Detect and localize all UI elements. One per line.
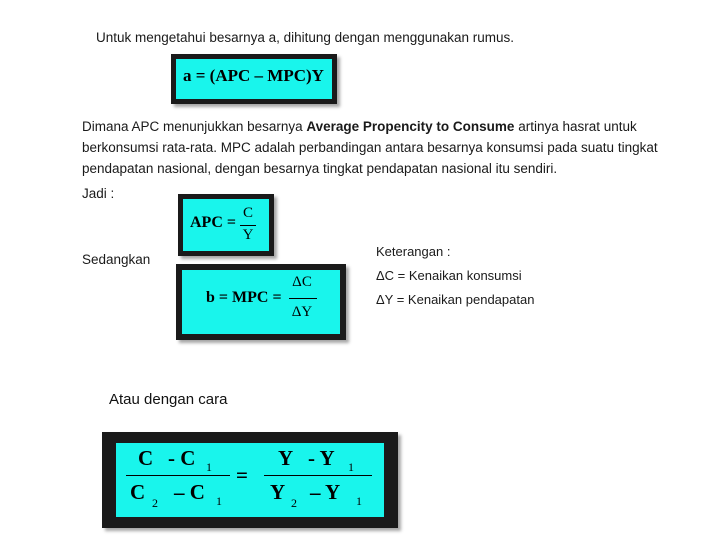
right-denominator-sub: 1 [356,494,362,508]
right-denominator-y-sub: 2 [291,496,297,510]
definition-bold-term: Average Propencity to Consume [306,119,515,134]
definition-part1: Dimana APC menunjukkan besarnya [82,119,307,134]
apc-lhs: APC = [190,214,236,231]
apc-denominator: Y [242,227,254,243]
left-denominator-sub: 1 [216,494,222,508]
intro-text: Untuk mengetahui besarnya a, dihitung dengan menggunakan rumus. [96,30,515,45]
keterangan-title: Keterangan : [376,244,451,259]
equals-sign: = [236,463,248,487]
formula-a-text: a = (APC – MPC)Y [183,66,324,85]
mpc-fraction-line [289,298,317,299]
mpc-lhs: b = MPC = [206,289,282,306]
left-denominator-c: C [130,480,146,504]
formula-alt-box [102,432,398,528]
sedangkan-label: Sedangkan [82,252,151,267]
left-fraction-line [126,475,230,476]
jadi-label: Jadi : [82,186,115,201]
mpc-numerator: ΔC [292,274,312,290]
formula-apc-box [178,194,274,256]
mpc-denominator: ΔY [291,304,313,320]
left-denominator-op: – C [174,480,205,504]
definition-paragraph [82,116,674,179]
formula-a-box [171,54,337,104]
left-numerator-c: C [138,446,154,470]
right-numerator-op: - Y [308,446,335,470]
left-numerator-sub: 1 [206,460,212,474]
right-denominator-op: – Y [310,480,341,504]
keterangan-line1: ΔC = Kenaikan konsumsi [376,268,522,283]
alt-method-label: Atau dengan cara [109,391,228,408]
formula-mpc-box [176,264,346,340]
right-numerator-y: Y [278,446,294,470]
right-numerator-sub: 1 [348,460,354,474]
definition-part2: artinya hasrat untuk berkonsumsi rata-rata. MPC adalah perbandingan antara besarnya konsumsi pada suatu tingkat pendapatan nasional, dengan besarnya tingkat pendapatan nasional itu sendiri. [82,119,658,176]
keterangan-line2: ΔY = Kenaikan pendapatan [376,292,535,307]
left-numerator-op: - C [168,446,196,470]
right-fraction-line [264,475,372,476]
left-denominator-c-sub: 2 [152,496,158,510]
right-denominator-y: Y [270,480,286,504]
apc-numerator: C [242,205,253,221]
